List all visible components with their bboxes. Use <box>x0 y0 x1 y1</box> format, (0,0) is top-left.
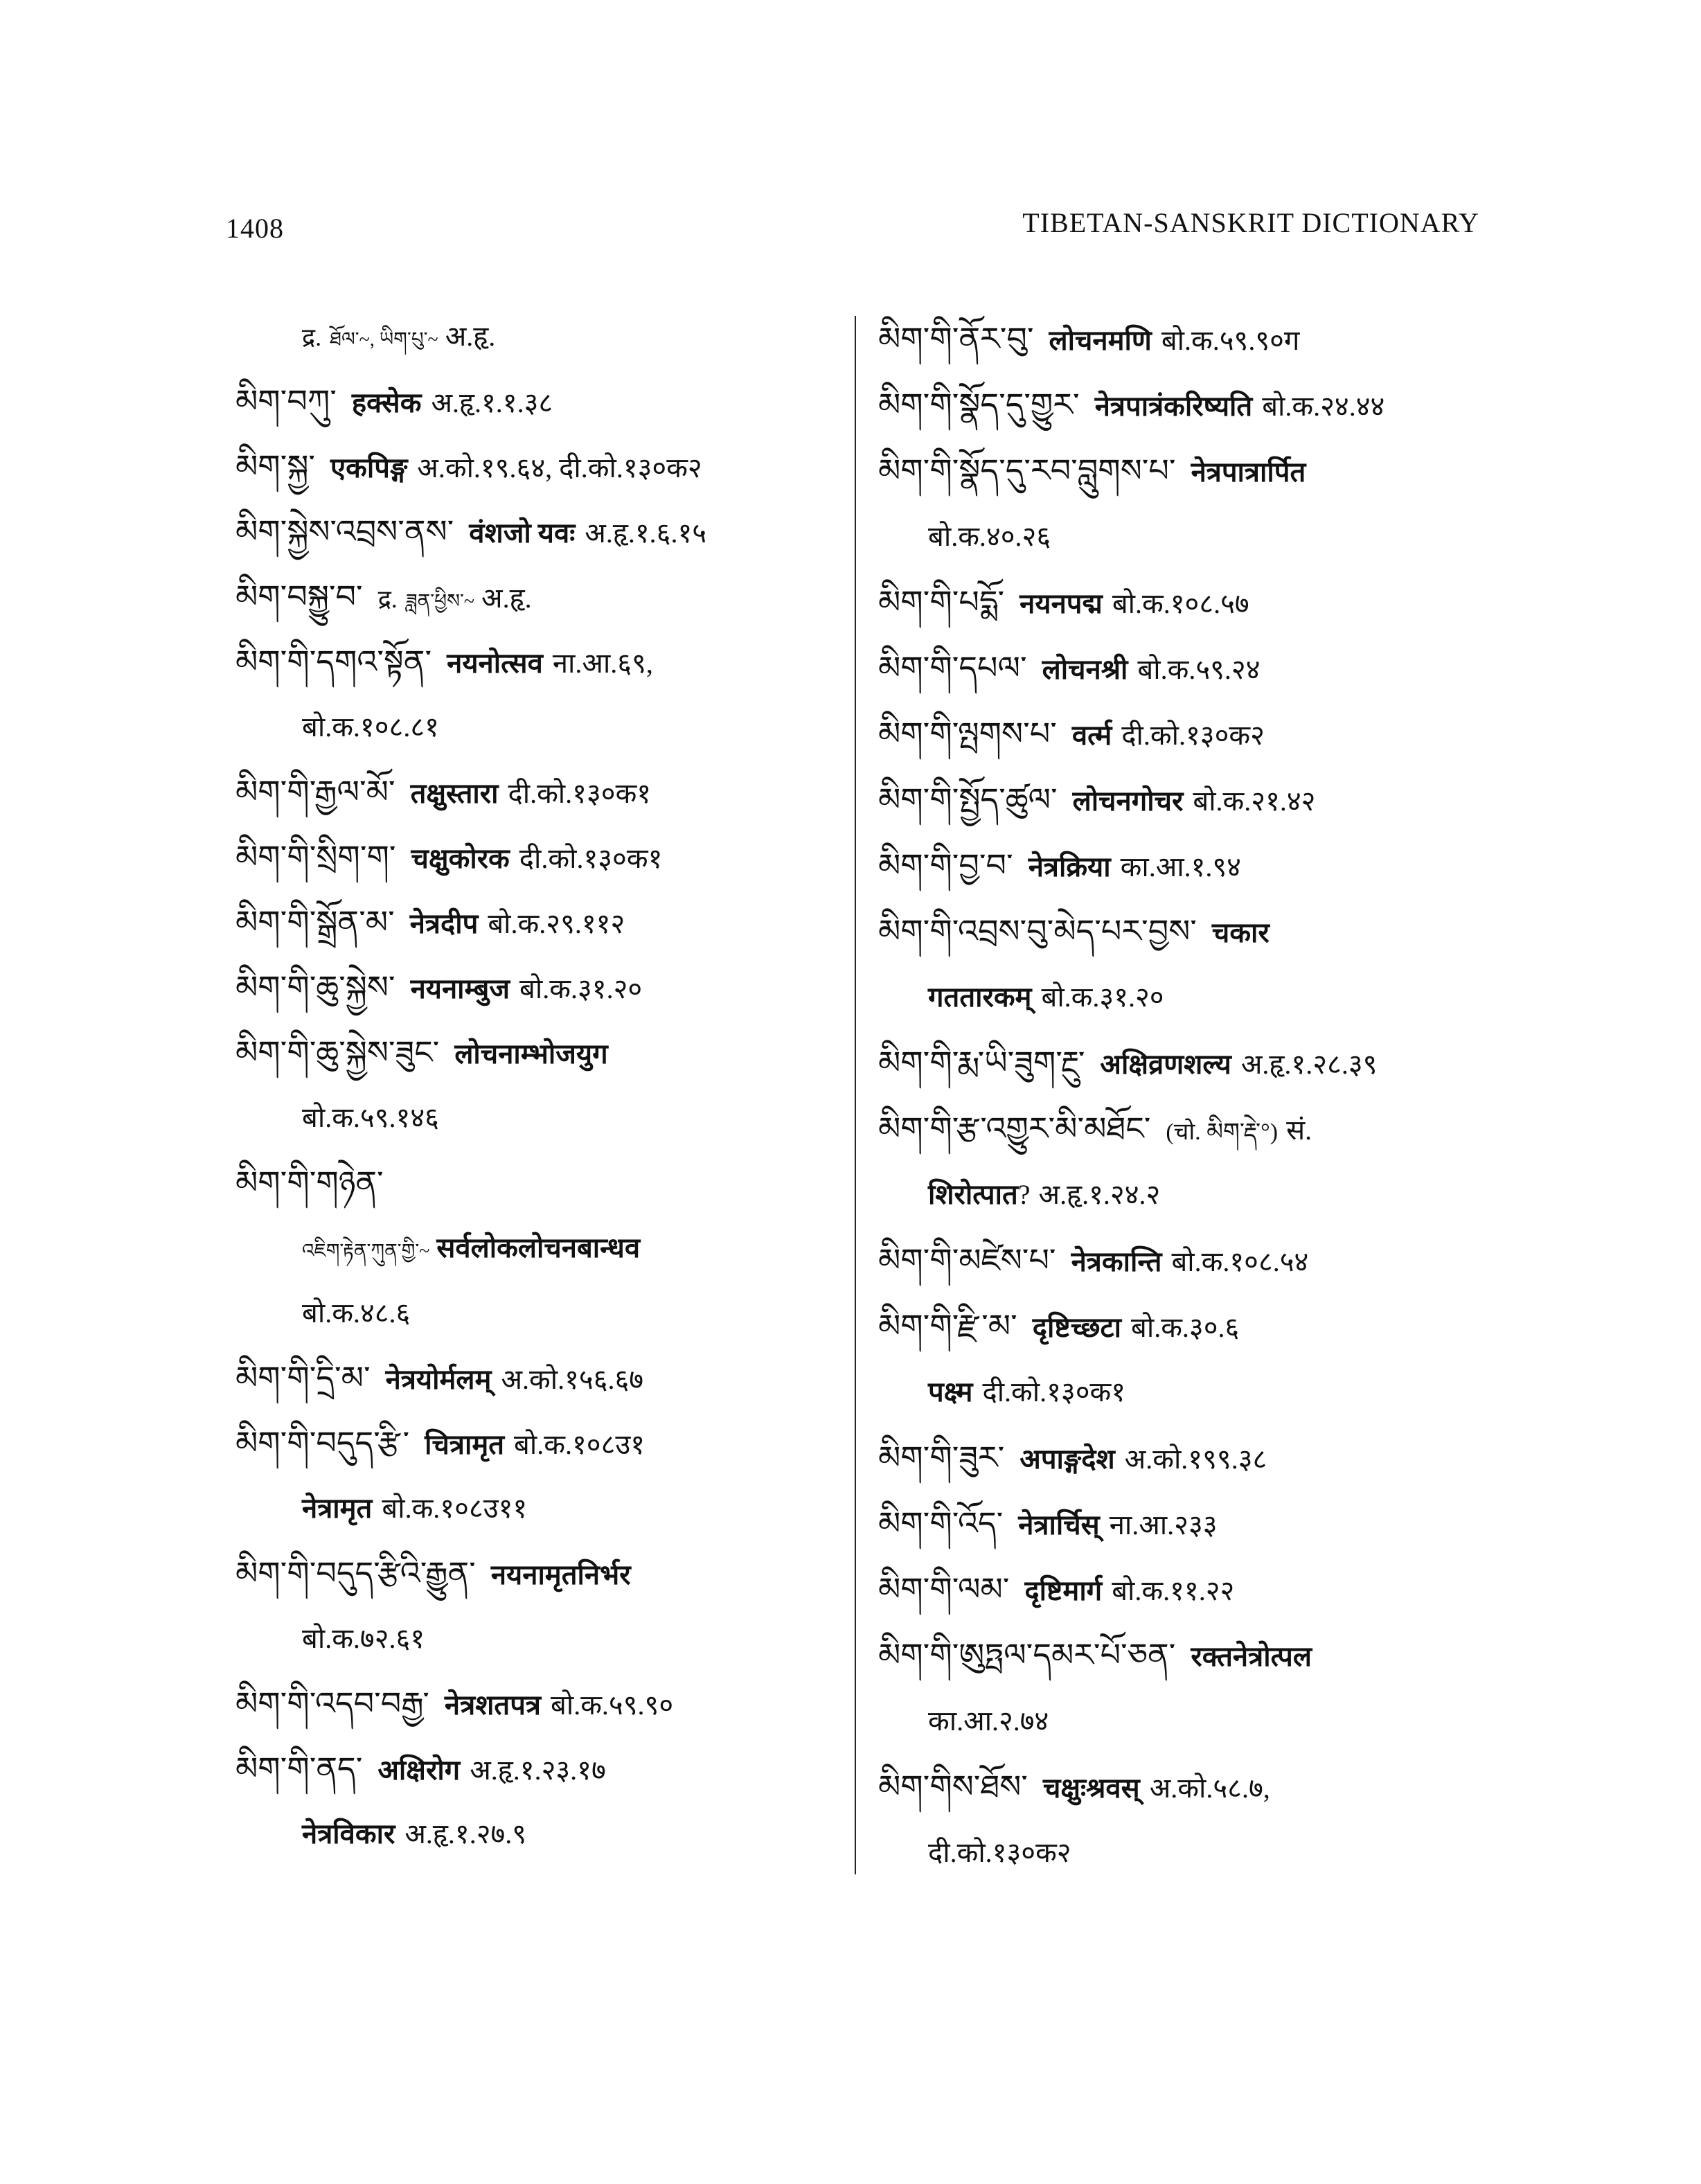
tibetan-headword: མིག་གི་པདྨོ་ <box>878 585 1005 620</box>
source-reference: बो.क.२४.४४ <box>1262 391 1385 422</box>
source-reference: बो.क.४८.६ <box>302 1297 411 1329</box>
tibetan-headword: མིག་གི་ནོར་བུ་ <box>878 321 1034 357</box>
entry-line <box>235 1020 845 1085</box>
entry-continuation-line <box>878 504 1488 569</box>
entry-line <box>878 1556 1488 1622</box>
entry-continuation-line <box>235 695 845 760</box>
source-reference: अ.हृ. <box>445 321 496 352</box>
entry-continuation-line <box>235 304 845 369</box>
cross-reference-marker: द्र. <box>377 585 398 613</box>
entry-line <box>235 760 845 825</box>
entry-continuation-line <box>878 1359 1488 1425</box>
source-reference: बो.क.४०.२६ <box>928 521 1051 552</box>
source-reference: दी.को.१३०क२ <box>928 1837 1071 1868</box>
tibetan-headword: མིག་གི་དགའ་སྟོན་ <box>235 644 432 680</box>
sanskrit-equivalent: नेत्रविकार <box>302 1818 395 1849</box>
entry-continuation-line <box>235 1281 845 1346</box>
tibetan-headword: མིག་སྐྱ་ <box>235 449 316 484</box>
sanskrit-equivalent: अपाङ्गदेश <box>1019 1444 1115 1475</box>
entry-line <box>235 890 845 955</box>
source-reference: बो.क.१०८उ१ <box>514 1429 645 1460</box>
entry-line <box>878 569 1488 635</box>
entry-line <box>878 1227 1488 1293</box>
tibetan-headword: མིག་གི་བདུད་རྩིའི་རྒྱུན་ <box>235 1556 476 1591</box>
tibetan-headword: མིག་གི་འདབ་བརྒྱ་ <box>235 1686 429 1721</box>
entry-continuation-line <box>235 1476 845 1541</box>
entry-line <box>878 1425 1488 1491</box>
sanskrit-equivalent: वर्त्म <box>1071 720 1112 751</box>
tibetan-headword: མིག་གི་ཆུ་སྐྱེས་ཟུང་ <box>235 1035 440 1070</box>
tibetan-headword: མིག་གི་རྩ་འགྱུར་མི་མཐོང་ <box>878 1111 1151 1146</box>
sanskrit-equivalent: नयनाम्बुज <box>410 973 510 1004</box>
sanskrit-equivalent: तक्षुस्तारा <box>410 778 499 809</box>
entry-line <box>878 701 1488 767</box>
source-reference: ना.आ.२३३ <box>1109 1509 1218 1541</box>
tibetan-headword: མིག་བསྐྱུ་བ་ <box>235 579 363 614</box>
tibetan-headword: མིག་གི་འོད་ <box>878 1506 1004 1541</box>
tibetan-headword: མིག་གི་དྲི་མ་ <box>235 1360 371 1396</box>
sanskrit-equivalent: चक्षुःश्रवस् <box>1042 1773 1140 1804</box>
left-column <box>235 304 845 1870</box>
entry-line <box>235 1671 845 1737</box>
source-reference: बो.क.१०८उ११ <box>382 1493 528 1524</box>
tibetan-headword: མིག་གིས་ཐོས་ <box>878 1769 1028 1804</box>
source-reference: का.आ.१.९४ <box>1120 851 1241 882</box>
sanskrit-equivalent: दृष्टिमार्ग <box>1024 1575 1103 1606</box>
entry-line <box>235 369 845 434</box>
tibetan-headword: མིག་གི་རྒྱལ་མོ་ <box>235 774 395 810</box>
sanskrit-equivalent: लोचनश्री <box>1042 654 1128 685</box>
source-reference: अ.हृ.१.६.१५ <box>585 517 707 549</box>
entry-line <box>878 767 1488 833</box>
entry-continuation-line <box>878 964 1488 1030</box>
source-reference: बो.क.३१.२० <box>519 973 643 1004</box>
sanskrit-equivalent: नेत्रयोर्मलम् <box>385 1364 492 1395</box>
tibetan-headword: མིག་གི་སྒྲོན་མ་ <box>235 905 395 940</box>
entry-line <box>235 1737 845 1802</box>
tibetan-headword: མིག་སྐྱེས་འབྲས་ནས་ <box>235 514 454 549</box>
tibetan-headword: མིག་གི་ནད་ <box>235 1751 363 1786</box>
sanskrit-equivalent: वंशजो यवः <box>469 517 576 549</box>
sanskrit-equivalent: शिरोत्पात <box>928 1179 1018 1210</box>
tibetan-headword: མིག་གི་འབྲས་བུ་མེད་པར་བྱས་ <box>878 914 1197 949</box>
entry-line <box>878 1030 1488 1096</box>
sanskrit-equivalent: लोचनगोचर <box>1072 785 1184 817</box>
entry-line <box>878 438 1488 504</box>
source-reference: दी.को.१३०क१ <box>982 1376 1126 1408</box>
tibetan-headword: མིག་གི་སྤྱོད་ཚུལ་ <box>878 782 1058 817</box>
source-reference: बो.क.५९.१४६ <box>302 1102 439 1133</box>
source-reference: अ.हृ. <box>481 583 532 614</box>
source-reference: दी.को.१३०क१ <box>508 778 652 809</box>
sanskrit-equivalent: पक्ष्म <box>928 1376 973 1408</box>
source-reference: अ.को.१९.६४, दी.को.१३०क२ <box>417 452 702 483</box>
tibetan-headword: མིག་གི་བྱ་བ་ <box>878 848 1013 883</box>
right-column <box>878 306 1488 1892</box>
sanskrit-equivalent: नेत्रामृत <box>302 1493 373 1524</box>
source-reference: बो.क.१०८.८१ <box>302 711 439 743</box>
sanskrit-equivalent: लोचनाम्भोजयुग <box>454 1038 608 1069</box>
tibetan-phrase: འཇིག་རྟེན་ཀུན་གྱི་~ <box>302 1241 430 1262</box>
tibetan-headword: མིག་གི་རྫི་མ་ <box>878 1308 1017 1344</box>
sanskrit-equivalent: चकार <box>1211 917 1270 948</box>
entry-continuation-line <box>235 1085 845 1151</box>
sanskrit-equivalent: रक्तनेत्रोत्पल <box>1191 1641 1312 1672</box>
entry-line <box>235 1541 845 1606</box>
sanskrit-equivalent: हक्सेक <box>351 387 422 418</box>
tibetan-headword: མིག་གི་ལམ་ <box>878 1572 1010 1607</box>
entry-line <box>878 372 1488 438</box>
source-reference: बो.क.२९.११२ <box>488 908 625 939</box>
entry-continuation-line <box>878 1162 1488 1227</box>
entry-continuation-line <box>878 1688 1488 1754</box>
source-reference: बो.क.७२.६१ <box>302 1623 425 1654</box>
tibetan-headword: མིག་གི་སྣོད་དུ་རབ་བླུགས་པ་ <box>878 453 1176 488</box>
sanskrit-equivalent: दृष्टिच्छटा <box>1032 1312 1121 1343</box>
source-reference: बो.क.१०८.५४ <box>1171 1246 1309 1277</box>
entry-line <box>878 1754 1488 1820</box>
entry-line <box>235 955 845 1020</box>
tibetan-headword: མིག་གི་ལྤགས་པ་ <box>878 716 1057 752</box>
entry-line <box>878 1491 1488 1556</box>
source-reference: दी.को.१३०क२ <box>1121 720 1265 751</box>
tibetan-cross-reference: ཟླན་ཕྱིས་~ <box>405 591 475 612</box>
tibetan-headword: མིག་གི་སྣོད་དུ་གྱུར་ <box>878 387 1080 423</box>
sanskrit-equivalent: चित्रामृत <box>425 1429 505 1460</box>
entry-line <box>878 306 1488 372</box>
entry-line <box>235 499 845 565</box>
tibetan-headword: མིག་གི་དཔལ་ <box>878 650 1027 686</box>
sanskrit-equivalent: नेत्रार्चिस् <box>1018 1509 1100 1541</box>
uncertainty-mark: ? <box>1017 1179 1031 1210</box>
sanskrit-equivalent: सर्वलोकलोचनबान्धव <box>436 1232 641 1263</box>
source-reference: अ.को.५८.७, <box>1149 1773 1270 1804</box>
tibetan-headword: མིག་གི་ཆུ་སྐྱེས་ <box>235 970 395 1005</box>
page-number: 1408 <box>226 213 284 244</box>
source-reference: अ.हृ.१.२४.२ <box>1038 1179 1161 1210</box>
source-reference: बो.क.५९.२४ <box>1137 654 1261 685</box>
tibetan-headword: མིག་གི་སྲིག་ག་ <box>235 840 396 875</box>
entry-line <box>878 1096 1488 1162</box>
tibetan-headword: མིག་གི་བདུད་རྩི་ <box>235 1426 410 1461</box>
tibetan-headword: མིག་གི་མཛེས་པ་ <box>878 1243 1056 1278</box>
source-reference: दी.को.१३०क१ <box>519 843 663 874</box>
source-reference: अ.हृ.१.२३.१७ <box>470 1755 606 1786</box>
column-divider <box>855 316 856 1874</box>
entry-line <box>878 833 1488 898</box>
tibetan-cross-reference: ཐོལ་~, ཡིག་པུ་~ <box>330 329 438 350</box>
running-title: TIBETAN-SANSKRIT DICTIONARY <box>1022 207 1479 238</box>
entry-line <box>235 434 845 499</box>
source-reference: बो.क.३०.६ <box>1131 1312 1240 1343</box>
sanskrit-equivalent: नयनामृतनिर्भर <box>490 1559 631 1590</box>
source-reference: बो.क.५९.९० <box>551 1689 674 1721</box>
sanskrit-equivalent: नेत्रक्रिया <box>1028 851 1111 882</box>
sanskrit-equivalent: नेत्रपात्रार्पित <box>1191 456 1306 488</box>
source-reference: बो.क.११.२२ <box>1112 1575 1235 1606</box>
entry-continuation-line <box>878 1820 1488 1885</box>
entry-line <box>878 1293 1488 1359</box>
source-reference: ना.आ.६९, <box>552 648 653 679</box>
sanskrit-equivalent: नयनपद्म <box>1019 588 1103 619</box>
sanskrit-equivalent: नयनोत्सव <box>447 648 543 679</box>
sanskrit-equivalent: अक्षिरोग <box>377 1755 461 1786</box>
entry-line <box>235 630 845 695</box>
source-reference: अ.को.१९९.३८ <box>1124 1444 1267 1475</box>
source-reference: अ.को.१५६.६७ <box>501 1364 644 1395</box>
source-reference: बो.क.३१.२० <box>1041 982 1164 1013</box>
entry-continuation-line <box>235 1216 845 1281</box>
sanskrit-equivalent: नेत्रशतपत्र <box>444 1689 542 1721</box>
entry-line <box>878 898 1488 964</box>
source-reference: बो.क.२१.४२ <box>1193 785 1316 817</box>
sanskrit-equivalent: नेत्रपात्रंकरिष्यति <box>1094 391 1253 422</box>
tibetan-headword: མིག་གི་གཉེན་ <box>235 1165 384 1200</box>
entry-line <box>235 565 845 630</box>
cross-reference-marker: द्र. <box>302 323 322 351</box>
entry-line <box>235 1346 845 1411</box>
entry-line <box>878 1622 1488 1688</box>
entry-continuation-line <box>235 1606 845 1671</box>
source-reference: बो.क.५९.९०ग <box>1161 325 1300 356</box>
tibetan-headword: མིག་གི་ཟུར་ <box>878 1440 1005 1475</box>
entry-line <box>235 825 845 890</box>
sanskrit-label: सं. <box>1286 1115 1312 1146</box>
entry-line <box>235 1151 845 1216</box>
entry-line <box>878 635 1488 701</box>
entry-line <box>235 1411 845 1476</box>
sanskrit-equivalent: नेत्रकान्ति <box>1071 1246 1162 1277</box>
source-reference: का.आ.२.७४ <box>928 1705 1049 1737</box>
variant-reading: (चो. མིག་རྡེ་°) <box>1166 1119 1279 1145</box>
tibetan-headword: མིག་གི་ཨུཏྤལ་དམར་པོ་ཅན་ <box>878 1637 1176 1673</box>
sanskrit-equivalent: एकपिङ्ग <box>330 452 408 483</box>
tibetan-headword: མིག་གི་རྨ་ཡི་ཟུག་རྔུ་ <box>878 1045 1085 1081</box>
sanskrit-equivalent: चक्षुकोरक <box>411 843 510 874</box>
entry-continuation-line <box>235 1802 845 1867</box>
source-reference: अ.हृ.१.२७.९ <box>404 1818 527 1849</box>
sanskrit-equivalent: अक्षिव्रणशल्य <box>1100 1049 1231 1080</box>
tibetan-headword: མིག་བཀུ་ <box>235 384 337 419</box>
sanskrit-equivalent: लोचनमणि <box>1049 325 1152 356</box>
source-reference: अ.हृ.१.२८.३९ <box>1240 1049 1378 1080</box>
sanskrit-equivalent: गततारकम् <box>928 982 1032 1013</box>
source-reference: बो.क.१०८.५७ <box>1112 588 1249 619</box>
source-reference: अ.हृ.१.१.३८ <box>431 387 553 418</box>
sanskrit-equivalent: नेत्रदीप <box>409 908 479 939</box>
